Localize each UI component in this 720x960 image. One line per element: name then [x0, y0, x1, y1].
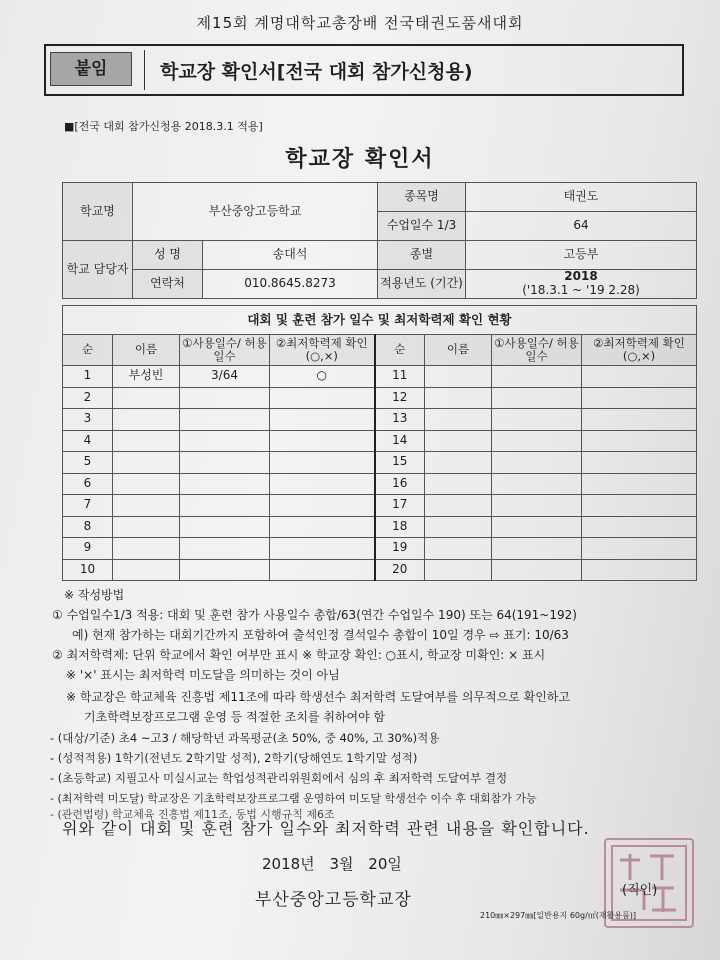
school-info-table [62, 182, 697, 299]
attachment-badge: 붙임 [50, 52, 132, 86]
student-name-empty [425, 387, 492, 409]
contact-label: 연락처 [133, 270, 203, 299]
issue-year: 2018년 [262, 855, 315, 873]
min-grade-check [270, 538, 375, 560]
instruction-line: - (관련법령) 학교체육 진흥법 제11조, 동법 시행규칙 제6조 [50, 808, 335, 821]
row-number: 5 [63, 452, 113, 474]
student-name-empty [425, 473, 492, 495]
days-used [180, 495, 270, 517]
instructions-heading: ※ 작성방법 [64, 588, 125, 602]
instruction-line: ① 수업일수1/3 적용: 대회 및 훈련 참가 사용일수 총합/63(연간 수업일수 190) 또는 64(191~192) [52, 608, 577, 622]
table-row [63, 387, 697, 409]
days-used-empty [492, 516, 582, 538]
student-name [113, 538, 180, 560]
row-number: 18 [375, 516, 425, 538]
min-grade-check-empty [582, 409, 697, 431]
min-grade-check-empty [582, 452, 697, 474]
manager-name-label: 성 명 [133, 241, 203, 270]
header-days-left: ①사용일수/ 허용일수 [180, 335, 270, 366]
table-row [63, 495, 697, 517]
row-number: 20 [375, 559, 425, 581]
student-name-empty [425, 452, 492, 474]
student-name-empty [425, 559, 492, 581]
applied-year-value: 2018 [564, 269, 598, 284]
row-number: 1 [63, 366, 113, 388]
student-name-empty [425, 409, 492, 431]
days-used-empty [492, 538, 582, 560]
school-days-label: 수업일수 1/3 [378, 212, 466, 241]
days-used [180, 559, 270, 581]
student-name-empty [425, 516, 492, 538]
manager-name-value: 송대석 [203, 241, 378, 270]
row-number: 19 [375, 538, 425, 560]
days-used [180, 452, 270, 474]
student-name [113, 430, 180, 452]
issue-month: 3월 [329, 855, 354, 873]
category-value: 고등부 [466, 241, 697, 270]
row-number: 11 [375, 366, 425, 388]
event-title: 제15회 계명대학교총장배 전국태권도품새대회 [196, 14, 524, 32]
header-days-right: ①사용일수/ 허용일수 [492, 335, 582, 366]
row-number: 3 [63, 409, 113, 431]
student-name [113, 516, 180, 538]
days-used-empty [492, 473, 582, 495]
school-name-label: 학교명 [63, 183, 133, 241]
applied-year-cell [466, 270, 697, 299]
row-number: 12 [375, 387, 425, 409]
issue-date [262, 853, 412, 874]
days-used-empty [492, 559, 582, 581]
header-name-right: 이름 [425, 335, 492, 366]
contact-value: 010.8645.8273 [203, 270, 378, 299]
min-grade-check [270, 559, 375, 581]
sport-label: 종목명 [378, 183, 466, 212]
status-table-caption: 대회 및 훈련 참가 일수 및 최저학력제 확인 현황 [63, 306, 697, 335]
category-label: 종별 [378, 241, 466, 270]
header-title: 학교장 확인서[전국 대회 참가신청용) [160, 61, 473, 83]
instruction-line: - (초등학교) 지필고사 미실시교는 학업성적관리위원회에서 심의 후 최저학력 도달여부 결정 [50, 771, 508, 785]
days-used [180, 409, 270, 431]
row-number: 8 [63, 516, 113, 538]
min-grade-check-empty [582, 516, 697, 538]
student-name [113, 559, 180, 581]
row-number: 4 [63, 430, 113, 452]
min-grade-check [270, 409, 375, 431]
min-grade-check: ○ [270, 366, 375, 388]
days-used [180, 473, 270, 495]
instruction-line: - (최저학력 미도달) 학교장은 기초학력보장프로그램 운영하여 미도달 학생선수 이수 후 대회참가 가능 [50, 792, 537, 805]
participation-status-table [62, 305, 697, 581]
paper-spec: 210㎜×297㎜[일반용지 60g/㎡(재활용품)] [480, 911, 637, 920]
student-name-empty [425, 495, 492, 517]
days-used-empty [492, 387, 582, 409]
header-check-left: ②최저학력제 확인(○,×) [270, 335, 375, 366]
table-row [63, 559, 697, 581]
row-number: 17 [375, 495, 425, 517]
school-days-value: 64 [466, 212, 697, 241]
instruction-line: - (성적적용) 1학기(전년도 2학기말 성적), 2학기(당해연도 1학기말 성적) [50, 751, 418, 765]
table-row [63, 430, 697, 452]
min-grade-check-empty [582, 538, 697, 560]
days-used-empty [492, 366, 582, 388]
days-used-empty [492, 409, 582, 431]
table-row [63, 409, 697, 431]
document-title: 학교장 확인서 [285, 147, 435, 172]
issue-day: 20일 [368, 855, 402, 873]
min-grade-check-empty [582, 495, 697, 517]
student-name: 부성빈 [113, 366, 180, 388]
manager-label: 학교 담당자 [63, 241, 133, 299]
table-row [63, 516, 697, 538]
confirmation-statement: 위와 같이 대회 및 훈련 참가 일수와 최저학력 관련 내용을 확인합니다. [62, 819, 590, 838]
header-name-left: 이름 [113, 335, 180, 366]
student-name [113, 473, 180, 495]
student-name [113, 409, 180, 431]
row-number: 13 [375, 409, 425, 431]
days-used: 3/64 [180, 366, 270, 388]
applied-period-value: ('18.3.1 ~ '19 2.28) [522, 283, 640, 297]
min-grade-check [270, 516, 375, 538]
min-grade-check [270, 473, 375, 495]
student-name-empty [425, 366, 492, 388]
student-name-empty [425, 430, 492, 452]
student-name [113, 495, 180, 517]
header-check-right: ②최저학력제 확인(○,×) [582, 335, 697, 366]
instruction-line: ② 최저학력제: 단위 학교에서 확인 여부만 표시 ※ 학교장 확인: ○표시, 학교장 미확인: × 표시 [52, 648, 546, 662]
applied-year-label: 적용년도 (기간) [378, 270, 466, 299]
min-grade-check-empty [582, 559, 697, 581]
min-grade-check-empty [582, 366, 697, 388]
header-no-right: 순 [375, 335, 425, 366]
table-row [63, 538, 697, 560]
days-used-empty [492, 495, 582, 517]
min-grade-check-empty [582, 387, 697, 409]
row-number: 15 [375, 452, 425, 474]
student-name [113, 452, 180, 474]
table-row [63, 366, 697, 388]
row-number: 6 [63, 473, 113, 495]
sport-value: 태권도 [466, 183, 697, 212]
instruction-line: 기초학력보장프로그램 운영 등 적절한 조치를 취하여야 함 [84, 710, 386, 724]
instruction-line: 예) 현재 참가하는 대회기간까지 포함하여 출석인정 결석일수 총합이 10일 경우 ⇨ 표기: 10/63 [72, 628, 569, 642]
row-number: 10 [63, 559, 113, 581]
days-used [180, 387, 270, 409]
days-used-empty [492, 452, 582, 474]
student-name-empty [425, 538, 492, 560]
instruction-line: - (대상/기준) 초4 ~고3 / 해당학년 과목평균(초 50%, 중 40%, 고 30%)적용 [50, 731, 440, 745]
row-number: 16 [375, 473, 425, 495]
table-row [63, 473, 697, 495]
school-name-value: 부산중앙고등학교 [133, 183, 378, 241]
instruction-line: ※ 학교장은 학교체육 진흥법 제11조에 따라 학생선수 최저학력 도달여부를 의무적으로 확인하고 [66, 690, 570, 704]
days-used [180, 538, 270, 560]
min-grade-check [270, 495, 375, 517]
table-row [63, 452, 697, 474]
min-grade-check-empty [582, 430, 697, 452]
row-number: 7 [63, 495, 113, 517]
header-no-left: 순 [63, 335, 113, 366]
days-used [180, 516, 270, 538]
days-used-empty [492, 430, 582, 452]
student-name [113, 387, 180, 409]
seal-label: (직인) [622, 883, 658, 898]
principal-signature-line: 부산중앙고등학교장 [255, 890, 412, 910]
min-grade-check [270, 430, 375, 452]
row-number: 9 [63, 538, 113, 560]
min-grade-check [270, 387, 375, 409]
instruction-line: ※ '×' 표시는 최저학력 미도달을 의미하는 것이 아님 [66, 668, 340, 682]
min-grade-check [270, 452, 375, 474]
form-version-note: ■[전국 대회 참가신청용 2018.3.1 적용] [64, 120, 263, 133]
min-grade-check-empty [582, 473, 697, 495]
days-used [180, 430, 270, 452]
row-number: 14 [375, 430, 425, 452]
row-number: 2 [63, 387, 113, 409]
